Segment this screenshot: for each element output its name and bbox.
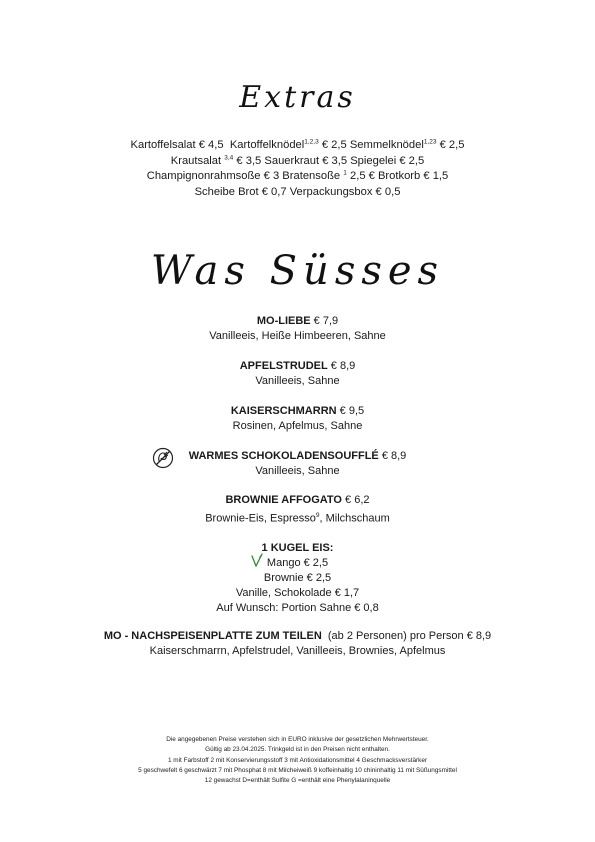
- footer-line: Die angegebenen Preise verstehen sich in EURO inklusive der gesetzlichen Mehrwertsteuer.: [166, 736, 429, 743]
- allergen-note: 1,23: [423, 138, 437, 146]
- dessert-item-kaiserschmarrn: [0, 404, 595, 434]
- extras-text: Kartoffelsalat € 4,5 Kartoffelknödel: [130, 139, 305, 151]
- ice-cream-row: Mango € 2,5: [266, 557, 329, 569]
- dessert-price: € 8,9: [327, 360, 356, 372]
- extras-line: [0, 169, 595, 185]
- extras-list: [0, 138, 595, 200]
- dessert-description: Vanilleeis, Sahne: [255, 375, 340, 387]
- extras-line: [0, 138, 595, 154]
- dessert-name: APFELSTRUDEL: [239, 360, 328, 372]
- extras-text: Champignonrahmsoße € 3 Bratensoße: [146, 170, 344, 183]
- extras-line: [0, 185, 595, 201]
- dessert-name: KAISERSCHMARRN: [230, 405, 337, 417]
- extras-text: € 2,5 Semmelknödel: [318, 139, 424, 151]
- footer-line: Gültig ab 23.04.2025. Trinkgeld ist in den Preisen nicht enthalten.: [205, 746, 390, 754]
- footer-line: 12 gewachst D=enthält Sulfite G =enthält eine Phenylalaninquelle: [204, 777, 391, 785]
- footer-notes: [0, 735, 595, 786]
- footer-line: 1 mit Farbstoff 2 mit Konservierungsstoff 3 mit Antioxidationsmittel 4 Geschmacksverstärker: [167, 756, 428, 764]
- vegan-leaf-icon: [251, 553, 263, 567]
- ice-cream-row: Vanille, Schokolade € 1,7: [235, 587, 360, 599]
- allergen-note: 1,2,3: [304, 138, 319, 146]
- dessert-name: BROWNIE AFFOGATO: [225, 494, 342, 506]
- dessert-price: € 8,9: [378, 450, 407, 462]
- dessert-description: Rosinen, Apfelmus, Sahne: [232, 420, 363, 432]
- extras-text: € 2,5: [436, 139, 465, 151]
- ice-cream-title: 1 KUGEL EIS:: [261, 542, 334, 554]
- ice-cream-row: Auf Wunsch: Portion Sahne € 0,8: [216, 602, 379, 614]
- extras-text: 2,5 € Brotkorb € 1,5: [346, 170, 449, 183]
- dessert-platter: [0, 629, 595, 659]
- dessert-description: Vanilleeis, Sahne: [255, 465, 340, 477]
- dessert-item-souffle: [0, 449, 595, 479]
- dessert-item-brownie-affogato: [0, 493, 595, 527]
- allergen-note: 3,4: [224, 153, 234, 161]
- dessert-name: MO-LIEBE: [256, 315, 311, 327]
- extras-text: € 3,5 Sauerkraut € 3,5 Spiegelei € 2,5: [233, 154, 425, 167]
- allergen-note: 1: [343, 169, 347, 177]
- platter-price: (ab 2 Personen) pro Person € 8,9: [321, 630, 492, 642]
- dessert-price: € 9,5: [336, 405, 365, 417]
- dessert-description: [0, 508, 595, 527]
- dessert-price: € 6,2: [341, 494, 370, 506]
- platter-description: Kaiserschmarrn, Apfelstrudel, Vanilleeis, Brownies, Apfelmus: [149, 645, 446, 657]
- footer-line: 5 geschwefelt 6 geschwärzt 7 mit Phosphat 8 mit Milcheiweiß 9 koffeinhaltig 10 chininhaltig 11 mit Süßungsmittel: [138, 766, 457, 774]
- platter-name: MO - NACHSPEISENPLATTE ZUM TEILEN: [103, 630, 322, 642]
- description-text: Brownie-Eis, Espresso: [205, 512, 316, 525]
- dessert-name: WARMES SCHOKOLADENSOUFFLÉ: [188, 450, 379, 462]
- dessert-price: € 7,9: [310, 315, 339, 327]
- description-text: , Milchschaum: [319, 512, 390, 525]
- dessert-description: Vanilleeis, Heiße Himbeeren, Sahne: [209, 330, 386, 342]
- extras-text: Scheibe Brot € 0,7 Verpackungsbox € 0,5: [194, 185, 401, 198]
- dessert-item-mo-liebe: [0, 314, 595, 344]
- desserts-title: Was Süsses: [150, 248, 445, 294]
- ice-cream-row: Brownie € 2,5: [263, 572, 332, 584]
- dessert-item-apfelstrudel: [0, 359, 595, 389]
- extras-line: [0, 154, 595, 170]
- extras-title: Extras: [239, 80, 356, 115]
- ice-cream-section: [0, 541, 595, 616]
- allergen-note: 9: [315, 512, 320, 519]
- extras-text: Krautsalat: [170, 154, 225, 167]
